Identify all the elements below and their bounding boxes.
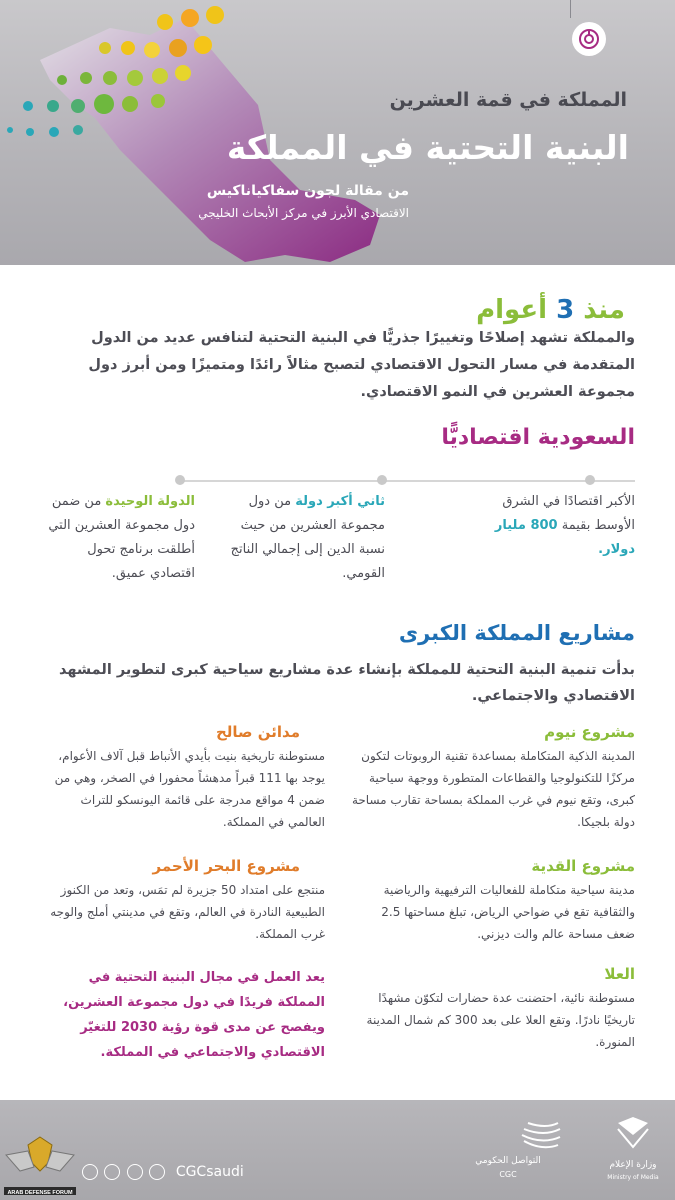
closing-statement: يعد العمل في مجال البنية التحتية في المملكة فريدًا في دول مجموعة العشرين، ويفصح عن مدى قوة رؤية 2030 للتغيّر الاقتصادي والاجتماعي في المملكة. bbox=[63, 970, 325, 1060]
instagram-icon[interactable] bbox=[104, 1164, 120, 1180]
social-handle-row[interactable] bbox=[82, 1164, 244, 1180]
saudi-economy-heading: السعودية اقتصاديًّا bbox=[441, 425, 635, 450]
red-sea-title: مشروع البحر الأحمر bbox=[152, 857, 300, 875]
neom-body: المدينة الذكية المتكاملة بمساعدة تقنية الروبوتات لتكون مركزًا للتكنولوجيا والقطاعات المتطورة ووجهة سياحية كبرى، وتقع نيوم في غرب المملكة بمساحة تقارب مساحة دولة بلجيكا. bbox=[351, 749, 635, 829]
footer bbox=[0, 1100, 675, 1200]
since-suffix: أعوام bbox=[476, 295, 548, 325]
page-title: البنية التحتية في المملكة bbox=[226, 128, 629, 167]
fact-2-highlight: ثاني أكبر دولة bbox=[295, 494, 385, 509]
ministry-of-media-logo bbox=[598, 1115, 668, 1185]
logo-divider bbox=[570, 0, 571, 18]
fact-1-highlight: 800 مليار دولار. bbox=[494, 518, 635, 557]
moi-arabic: وزارة الإعلام bbox=[609, 1160, 657, 1170]
alula-title: العلا bbox=[604, 965, 635, 983]
social-handle[interactable]: CGCsaudi bbox=[175, 1164, 244, 1180]
snapchat-icon[interactable] bbox=[127, 1164, 143, 1180]
youtube-icon[interactable] bbox=[149, 1164, 165, 1180]
cgc-arabic: التواصل الحكومي bbox=[475, 1156, 541, 1166]
qiddiya-title: مشروع القدية bbox=[531, 857, 635, 875]
header-banner bbox=[0, 0, 675, 265]
content-body bbox=[0, 265, 675, 1100]
intro-paragraph: والمملكة تشهد إصلاحًا وتغييرًا جذريًّا في البنية التحتية لتنافس عديد من الدول المتقدمة في مسار التحول الاقتصادي لتصبح مثالاً رائدًا ومتميزًا ومن أبرز دول مجموعة العشرين في النمو الاقتصادي. bbox=[88, 330, 635, 400]
since-heading bbox=[476, 295, 625, 325]
fact-2-text: من دول مجموعة العشرين من حيث نسبة الدين إلى إجمالي الناتج القومي. bbox=[230, 494, 385, 581]
madain-saleh-body: مستوطنة تاريخية بنيت بأيدي الأنباط قبل آلاف الأعوام، يوجد بها 111 قبراً مدهشاً محفورا في الصخر، وهي من ضمن 4 مواقع مدرجة على قائمة اليونسكو للتراث العالمي في المملكة. bbox=[54, 749, 325, 829]
forum-watermark bbox=[0, 1133, 80, 1200]
fact-3-highlight: الدولة الوحيدة bbox=[105, 494, 195, 509]
fact-column-1 bbox=[480, 490, 635, 562]
red-sea-body: منتجع على امتداد 50 جزيرة لم تمَس، وتعد من الكنوز الطبيعية النادرة في العالم، وتقع في مدينتي أملج والوجه غرب المملكة. bbox=[50, 883, 325, 941]
since-prefix: منذ bbox=[583, 295, 625, 325]
moi-english: Ministry of Media bbox=[607, 1174, 659, 1181]
fact-1-text: الأكبر اقتصادًا في الشرق الأوسط بقيمة bbox=[502, 494, 635, 533]
projects-intro: بدأت تنمية البنية التحتية للمملكة بإنشاء عدة مشاريع سياحية كبرى لتطوير المشهد الاقتصادي والاجتماعي. bbox=[58, 662, 635, 704]
header-kicker: المملكة في قمة العشرين bbox=[389, 89, 627, 111]
fact-3-text: من ضمن دول مجموعة العشرين التي أطلقت برنامج تحول اقتصادي عميق. bbox=[48, 494, 195, 581]
timeline-line bbox=[180, 480, 635, 482]
alula-body: مستوطنة نائية، احتضنت عدة حضارات لتكوّن مشهدًا تاريخيًا نادرًا. وتقع العلا على بعد 300 كم شمال المدينة المنورة. bbox=[366, 991, 635, 1049]
madain-saleh-title: مدائن صالح bbox=[215, 723, 300, 741]
timeline-dot bbox=[377, 475, 387, 485]
qiddiya-body: مدينة سياحية متكاملة للفعاليات الترفيهية والرياضية والثقافية تقع في ضواحي الرياض، تبلغ مساحتها 2.5 ضعف مساحة عالم والت ديزني. bbox=[381, 883, 635, 941]
neom-title: مشروع نيوم bbox=[544, 723, 635, 741]
since-number: 3 bbox=[556, 295, 575, 325]
projects-heading: مشاريع المملكة الكبرى bbox=[398, 621, 635, 645]
fact-column-2 bbox=[230, 490, 385, 586]
timeline-dot bbox=[585, 475, 595, 485]
header-logo-icon bbox=[572, 22, 606, 56]
cgc-english: CGC bbox=[499, 1170, 517, 1179]
watermark-text: ARAB DEFENSE FORUM bbox=[7, 1190, 73, 1196]
cgc-logo bbox=[475, 1115, 568, 1185]
twitter-icon[interactable] bbox=[82, 1164, 98, 1180]
timeline-dot bbox=[175, 475, 185, 485]
fact-column-3 bbox=[40, 490, 195, 586]
article-source-sub: الاقتصادي الأبرز في مركز الأبحاث الخليجي bbox=[198, 206, 409, 220]
article-source: من مقالة لجون سفاكياناكيس bbox=[206, 183, 409, 199]
